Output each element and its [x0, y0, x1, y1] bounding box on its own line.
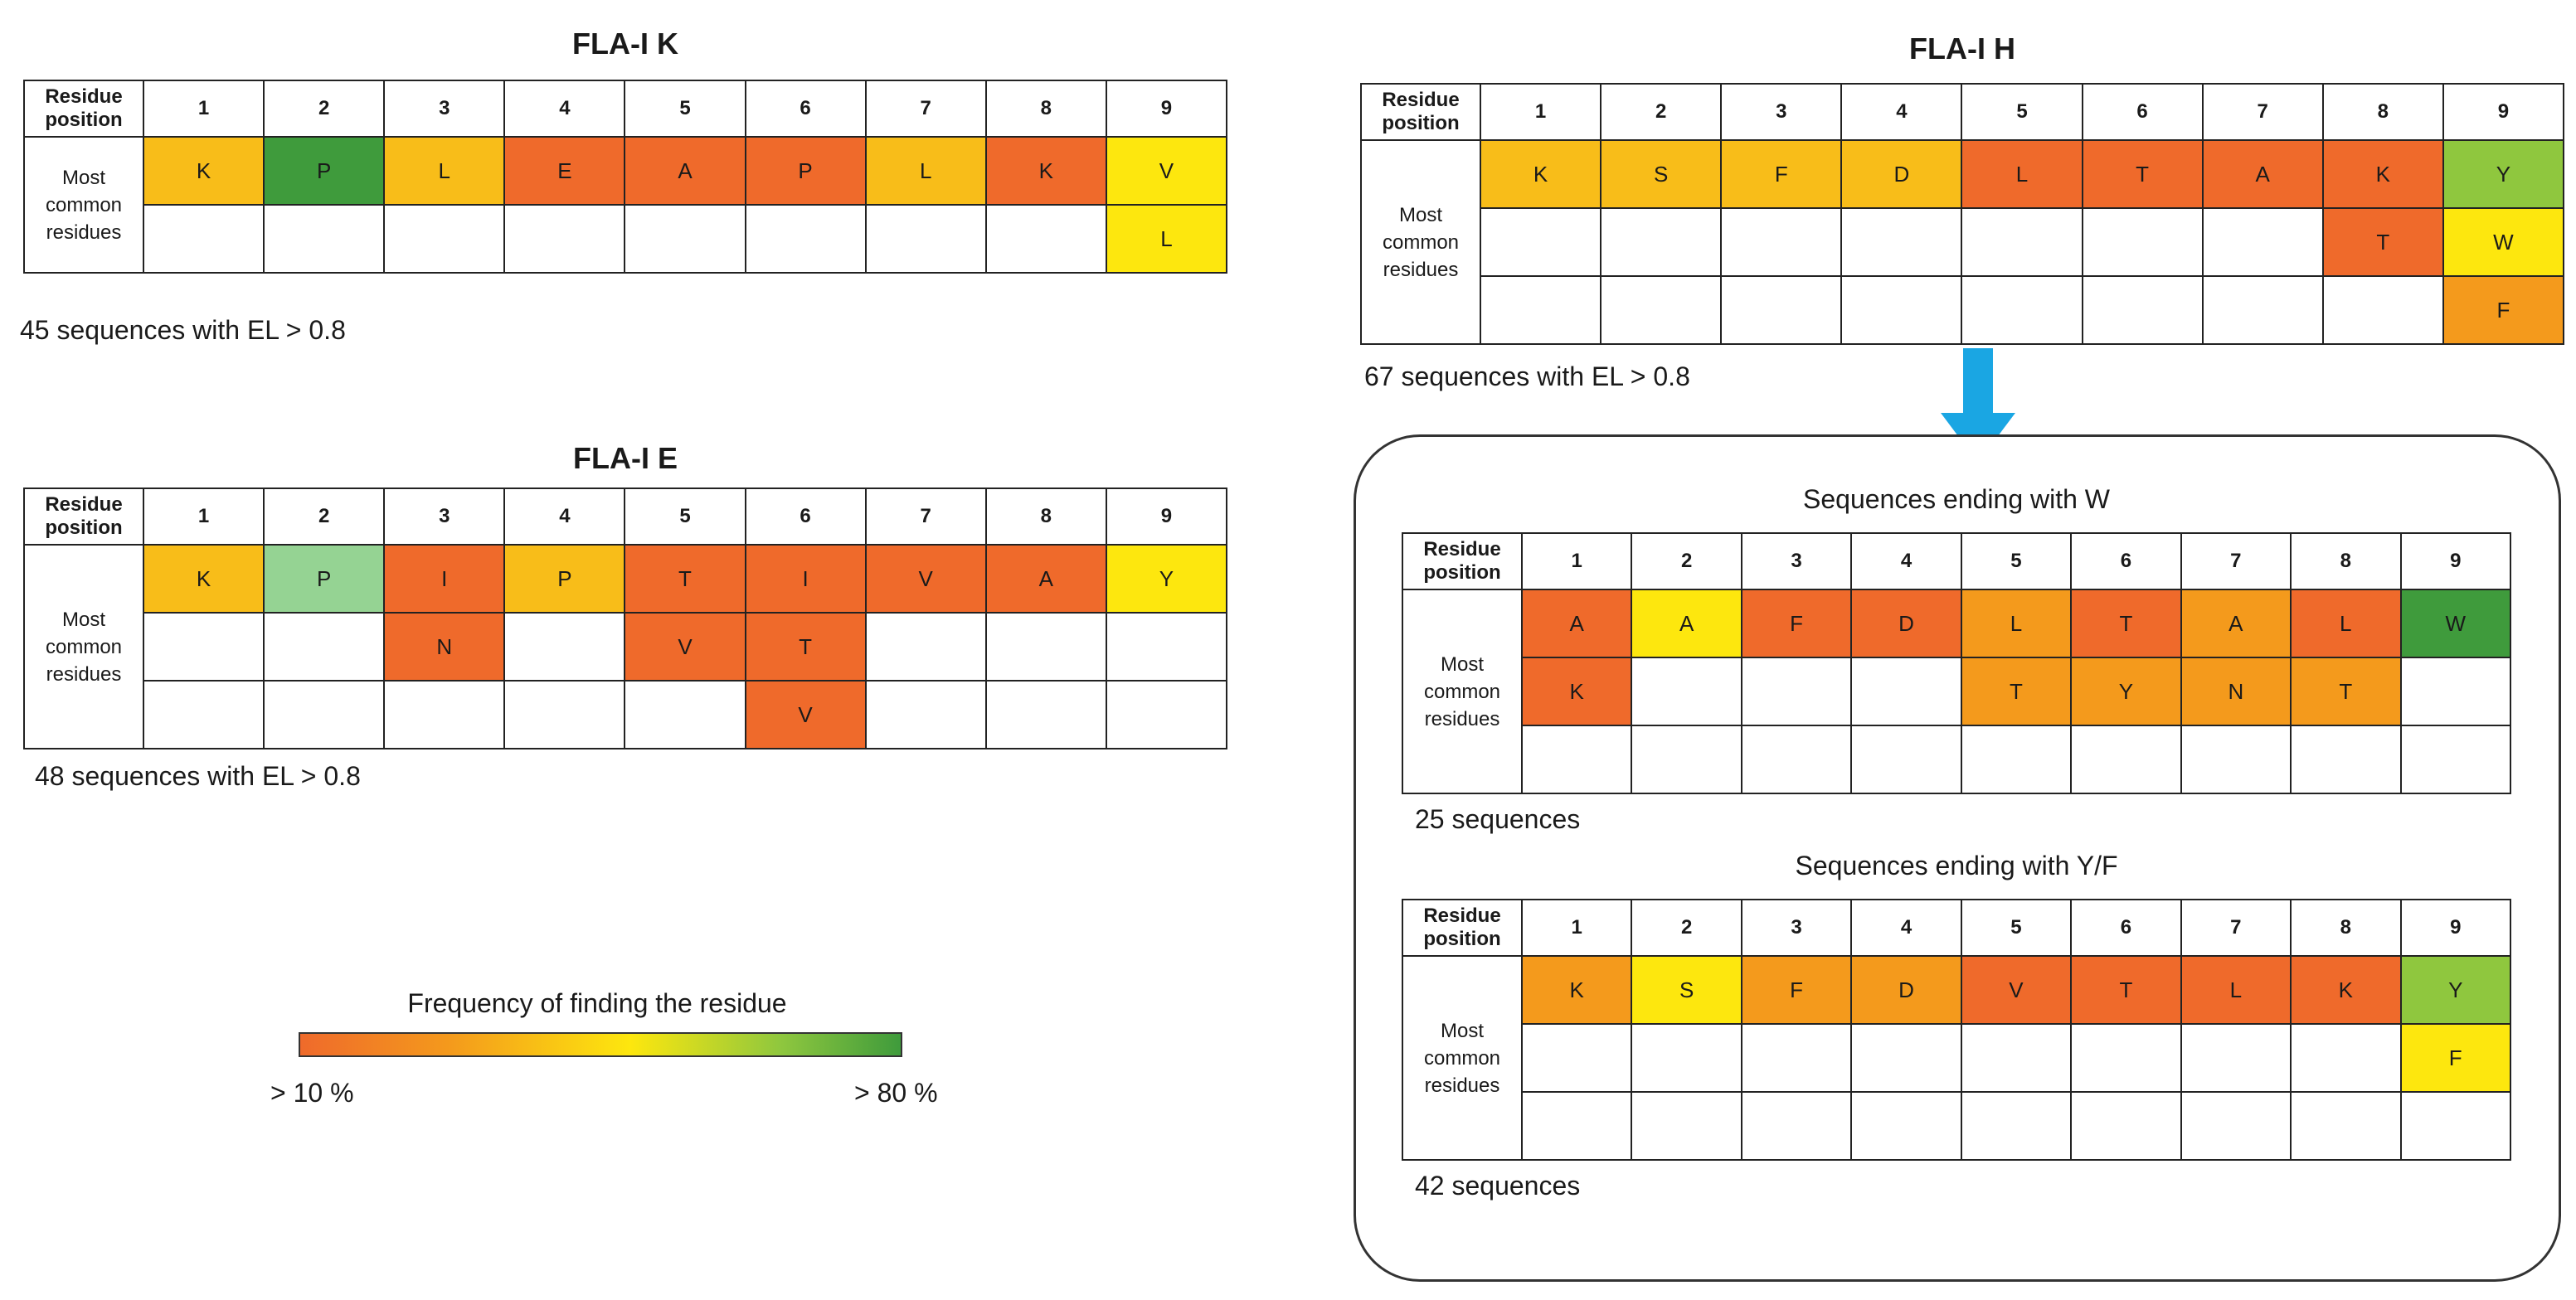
residue-position-header: [1361, 84, 1480, 140]
empty-cell: [2401, 657, 2511, 725]
empty-cell: [1961, 725, 2071, 793]
empty-cell: [2071, 725, 2180, 793]
residue-cell: K: [986, 137, 1106, 205]
residue-row: [1402, 1092, 2510, 1160]
label-word: common: [1423, 1046, 1501, 1070]
residue-cell: K: [2323, 140, 2443, 208]
empty-cell: [264, 613, 384, 681]
residue-cell: K: [143, 137, 264, 205]
residue-cell: K: [1522, 956, 1631, 1024]
fla-e-table: [23, 488, 1227, 749]
residue-cell: A: [2181, 589, 2291, 657]
empty-cell: [1480, 208, 1601, 276]
residue-cell: A: [625, 137, 745, 205]
empty-cell: [2323, 276, 2443, 344]
residue-row: [24, 613, 1227, 681]
empty-cell: [143, 613, 264, 681]
position-header: 8: [2291, 900, 2400, 956]
empty-cell: [2181, 725, 2291, 793]
residue-cell: Y: [2071, 657, 2180, 725]
position-header: 5: [1961, 900, 2071, 956]
empty-cell: [1631, 725, 1741, 793]
residue-row: [1361, 140, 2564, 208]
empty-cell: [1721, 276, 1841, 344]
label-word: common: [45, 193, 123, 216]
header-word: position: [1423, 928, 1501, 950]
label-word: Most: [1440, 1019, 1484, 1042]
residue-row: [1402, 657, 2510, 725]
empty-cell: [1522, 1092, 1631, 1160]
residue-row: [1402, 725, 2510, 793]
position-header: 7: [866, 488, 986, 545]
empty-cell: [1480, 276, 1601, 344]
empty-cell: [2291, 725, 2400, 793]
label-word: Most: [61, 608, 105, 631]
empty-cell: [1522, 725, 1631, 793]
empty-cell: [1631, 1092, 1741, 1160]
residue-row: [1402, 1024, 2510, 1092]
residue-cell: T: [2071, 956, 2180, 1024]
residue-cell: V: [1106, 137, 1227, 205]
empty-cell: [1742, 657, 1851, 725]
empty-cell: [1851, 657, 1961, 725]
label-word: residues: [1424, 707, 1500, 730]
header-word: position: [1382, 112, 1460, 134]
empty-cell: [143, 681, 264, 749]
empty-cell: [866, 205, 986, 273]
label-word: Most: [61, 166, 105, 189]
position-header: 5: [1961, 84, 2082, 140]
header-row: [24, 80, 1227, 137]
residue-cell: F: [1742, 589, 1851, 657]
empty-cell: [264, 205, 384, 273]
label-word: residues: [1424, 1074, 1500, 1097]
fla-h-title: FLA-I H: [1909, 32, 2015, 65]
empty-cell: [1721, 208, 1841, 276]
residue-cell: D: [1851, 956, 1961, 1024]
most-common-residues-label: [1402, 589, 1522, 793]
residue-row: [24, 545, 1227, 613]
fla-h-yf-note: 42 sequences: [1415, 1171, 1581, 1201]
position-header: 3: [1742, 533, 1851, 589]
most-common-residues-label: [24, 545, 143, 749]
residue-cell: V: [746, 681, 866, 749]
residue-cell: L: [1961, 140, 2082, 208]
residue-cell: T: [746, 613, 866, 681]
empty-cell: [1841, 208, 1961, 276]
fla-h-table: [1360, 83, 2564, 345]
residue-cell: F: [2443, 276, 2564, 344]
fla-k-title: FLA-I K: [572, 27, 678, 61]
residue-cell: A: [1522, 589, 1631, 657]
position-header: 3: [1742, 900, 1851, 956]
position-header: 4: [504, 80, 625, 137]
empty-cell: [2291, 1092, 2400, 1160]
empty-cell: [384, 681, 504, 749]
fla-k-table: [23, 80, 1227, 274]
residue-cell: A: [1631, 589, 1741, 657]
most-common-residues-label: [24, 137, 143, 273]
residue-cell: Y: [2443, 140, 2564, 208]
position-header: 9: [2401, 900, 2511, 956]
residue-cell: S: [1631, 956, 1741, 1024]
header-word: Residue: [1423, 905, 1501, 927]
header-row: [1361, 84, 2564, 140]
position-header: 9: [2401, 533, 2511, 589]
residue-cell: T: [2083, 140, 2203, 208]
position-header: 1: [143, 488, 264, 545]
empty-cell: [625, 681, 745, 749]
empty-cell: [1841, 276, 1961, 344]
position-header: 7: [2203, 84, 2323, 140]
residue-cell: T: [2323, 208, 2443, 276]
empty-cell: [2203, 276, 2323, 344]
empty-cell: [1961, 1024, 2071, 1092]
residue-cell: N: [384, 613, 504, 681]
residue-position-header: [1402, 900, 1522, 956]
position-header: 6: [2071, 533, 2180, 589]
residue-cell: P: [504, 545, 625, 613]
empty-cell: [1961, 276, 2082, 344]
empty-cell: [1106, 613, 1227, 681]
position-header: 4: [1841, 84, 1961, 140]
empty-cell: [866, 681, 986, 749]
residue-cell: L: [2291, 589, 2400, 657]
position-header: 6: [2083, 84, 2203, 140]
label-word: Most: [1398, 203, 1442, 226]
empty-cell: [1631, 657, 1741, 725]
residue-cell: V: [625, 613, 745, 681]
position-header: 1: [1522, 900, 1631, 956]
position-header: 4: [1851, 533, 1961, 589]
empty-cell: [986, 205, 1106, 273]
position-header: 7: [866, 80, 986, 137]
empty-cell: [2401, 1092, 2511, 1160]
fla-k-note: 45 sequences with EL > 0.8: [20, 315, 346, 345]
fla-e-title: FLA-I E: [573, 441, 678, 475]
empty-cell: [264, 681, 384, 749]
position-header: 8: [986, 488, 1106, 545]
empty-cell: [746, 205, 866, 273]
position-header: 2: [264, 488, 384, 545]
legend-title: Frequency of finding the residue: [407, 988, 787, 1018]
legend-high-label: > 80 %: [854, 1078, 938, 1108]
empty-cell: [2181, 1024, 2291, 1092]
residue-cell: P: [264, 545, 384, 613]
header-word: Residue: [45, 85, 123, 108]
empty-cell: [2083, 208, 2203, 276]
residue-cell: F: [2401, 1024, 2511, 1092]
residue-position-header: [24, 80, 143, 137]
residue-cell: A: [2203, 140, 2323, 208]
residue-row: [1402, 589, 2510, 657]
residue-cell: I: [384, 545, 504, 613]
position-header: 5: [625, 80, 745, 137]
position-header: 8: [986, 80, 1106, 137]
residue-cell: T: [2291, 657, 2400, 725]
position-header: 6: [746, 488, 866, 545]
residue-position-header: [1402, 533, 1522, 589]
residue-cell: W: [2443, 208, 2564, 276]
position-header: 6: [2071, 900, 2180, 956]
empty-cell: [1742, 725, 1851, 793]
legend-gradient-bar: [299, 1032, 902, 1057]
empty-cell: [986, 613, 1106, 681]
residue-row: [1402, 956, 2510, 1024]
residue-row: [24, 137, 1227, 205]
header-word: position: [45, 517, 123, 539]
label-word: Most: [1440, 652, 1484, 676]
position-header: 6: [746, 80, 866, 137]
residue-cell: L: [866, 137, 986, 205]
position-header: 8: [2323, 84, 2443, 140]
position-header: 2: [1601, 84, 1721, 140]
residue-cell: T: [2071, 589, 2180, 657]
residue-row: [24, 205, 1227, 273]
label-word: common: [1423, 680, 1501, 703]
position-header: 2: [1631, 900, 1741, 956]
position-header: 8: [2291, 533, 2400, 589]
position-header: 4: [504, 488, 625, 545]
fla-h-w-note: 25 sequences: [1415, 804, 1581, 834]
empty-cell: [504, 613, 625, 681]
empty-cell: [2203, 208, 2323, 276]
empty-cell: [384, 205, 504, 273]
fla-h-yf-title: Sequences ending with Y/F: [1795, 851, 2118, 880]
header-row: [24, 488, 1227, 545]
residue-cell: L: [1961, 589, 2071, 657]
residue-cell: A: [986, 545, 1106, 613]
residue-cell: L: [384, 137, 504, 205]
most-common-residues-label: [1361, 140, 1480, 344]
residue-cell: K: [1480, 140, 1601, 208]
most-common-residues-label: [1402, 956, 1522, 1160]
fla-e-note: 48 sequences with EL > 0.8: [35, 761, 361, 791]
empty-cell: [1851, 1092, 1961, 1160]
position-header: 7: [2181, 533, 2291, 589]
residue-row: [1361, 276, 2564, 344]
position-header: 3: [384, 488, 504, 545]
empty-cell: [2181, 1092, 2291, 1160]
residue-cell: I: [746, 545, 866, 613]
header-word: Residue: [1382, 89, 1460, 111]
position-header: 2: [264, 80, 384, 137]
position-header: 4: [1851, 900, 1961, 956]
empty-cell: [143, 205, 264, 273]
residue-cell: T: [625, 545, 745, 613]
residue-cell: D: [1841, 140, 1961, 208]
empty-cell: [1742, 1092, 1851, 1160]
residue-cell: Y: [1106, 545, 1227, 613]
residue-position-header: [24, 488, 143, 545]
residue-cell: V: [1961, 956, 2071, 1024]
position-header: 1: [1522, 533, 1631, 589]
empty-cell: [1851, 1024, 1961, 1092]
fla-h-note: 67 sequences with EL > 0.8: [1364, 361, 1690, 391]
empty-cell: [986, 681, 1106, 749]
position-header: 7: [2181, 900, 2291, 956]
residue-cell: K: [143, 545, 264, 613]
header-row: [1402, 900, 2510, 956]
header-row: [1402, 533, 2510, 589]
residue-cell: W: [2401, 589, 2511, 657]
empty-cell: [1961, 1092, 2071, 1160]
residue-cell: E: [504, 137, 625, 205]
label-word: common: [45, 635, 123, 658]
label-word: common: [1382, 230, 1460, 254]
empty-cell: [504, 681, 625, 749]
empty-cell: [1601, 276, 1721, 344]
position-header: 9: [1106, 80, 1227, 137]
residue-cell: V: [866, 545, 986, 613]
residue-cell: Y: [2401, 956, 2511, 1024]
label-word: residues: [46, 662, 122, 686]
residue-cell: F: [1742, 956, 1851, 1024]
empty-cell: [1601, 208, 1721, 276]
label-word: residues: [46, 221, 122, 244]
header-word: position: [45, 109, 123, 131]
residue-cell: L: [1106, 205, 1227, 273]
position-header: 1: [143, 80, 264, 137]
empty-cell: [2071, 1092, 2180, 1160]
residue-cell: K: [1522, 657, 1631, 725]
empty-cell: [1742, 1024, 1851, 1092]
empty-cell: [1961, 208, 2082, 276]
position-header: 3: [384, 80, 504, 137]
residue-cell: L: [2181, 956, 2291, 1024]
residue-row: [24, 681, 1227, 749]
residue-cell: K: [2291, 956, 2400, 1024]
empty-cell: [504, 205, 625, 273]
header-word: position: [1423, 561, 1501, 584]
legend-low-label: > 10 %: [270, 1078, 354, 1108]
fla-h-yf-table: [1402, 899, 2511, 1161]
position-header: 2: [1631, 533, 1741, 589]
empty-cell: [2083, 276, 2203, 344]
residue-cell: S: [1601, 140, 1721, 208]
fla-h-w-title: Sequences ending with W: [1803, 484, 2110, 514]
empty-cell: [1522, 1024, 1631, 1092]
residue-cell: F: [1721, 140, 1841, 208]
fla-h-w-table: [1402, 532, 2511, 794]
position-header: 9: [2443, 84, 2564, 140]
residue-cell: D: [1851, 589, 1961, 657]
residue-cell: T: [1961, 657, 2071, 725]
position-header: 3: [1721, 84, 1841, 140]
empty-cell: [1106, 681, 1227, 749]
residue-row: [1361, 208, 2564, 276]
empty-cell: [2401, 725, 2511, 793]
header-word: Residue: [1423, 538, 1501, 560]
residue-cell: P: [746, 137, 866, 205]
empty-cell: [2291, 1024, 2400, 1092]
position-header: 9: [1106, 488, 1227, 545]
empty-cell: [625, 205, 745, 273]
residue-cell: P: [264, 137, 384, 205]
empty-cell: [1631, 1024, 1741, 1092]
empty-cell: [1851, 725, 1961, 793]
label-word: residues: [1383, 258, 1459, 281]
position-header: 5: [1961, 533, 2071, 589]
position-header: 5: [625, 488, 745, 545]
empty-cell: [2071, 1024, 2180, 1092]
header-word: Residue: [45, 493, 123, 516]
position-header: 1: [1480, 84, 1601, 140]
empty-cell: [866, 613, 986, 681]
residue-cell: N: [2181, 657, 2291, 725]
